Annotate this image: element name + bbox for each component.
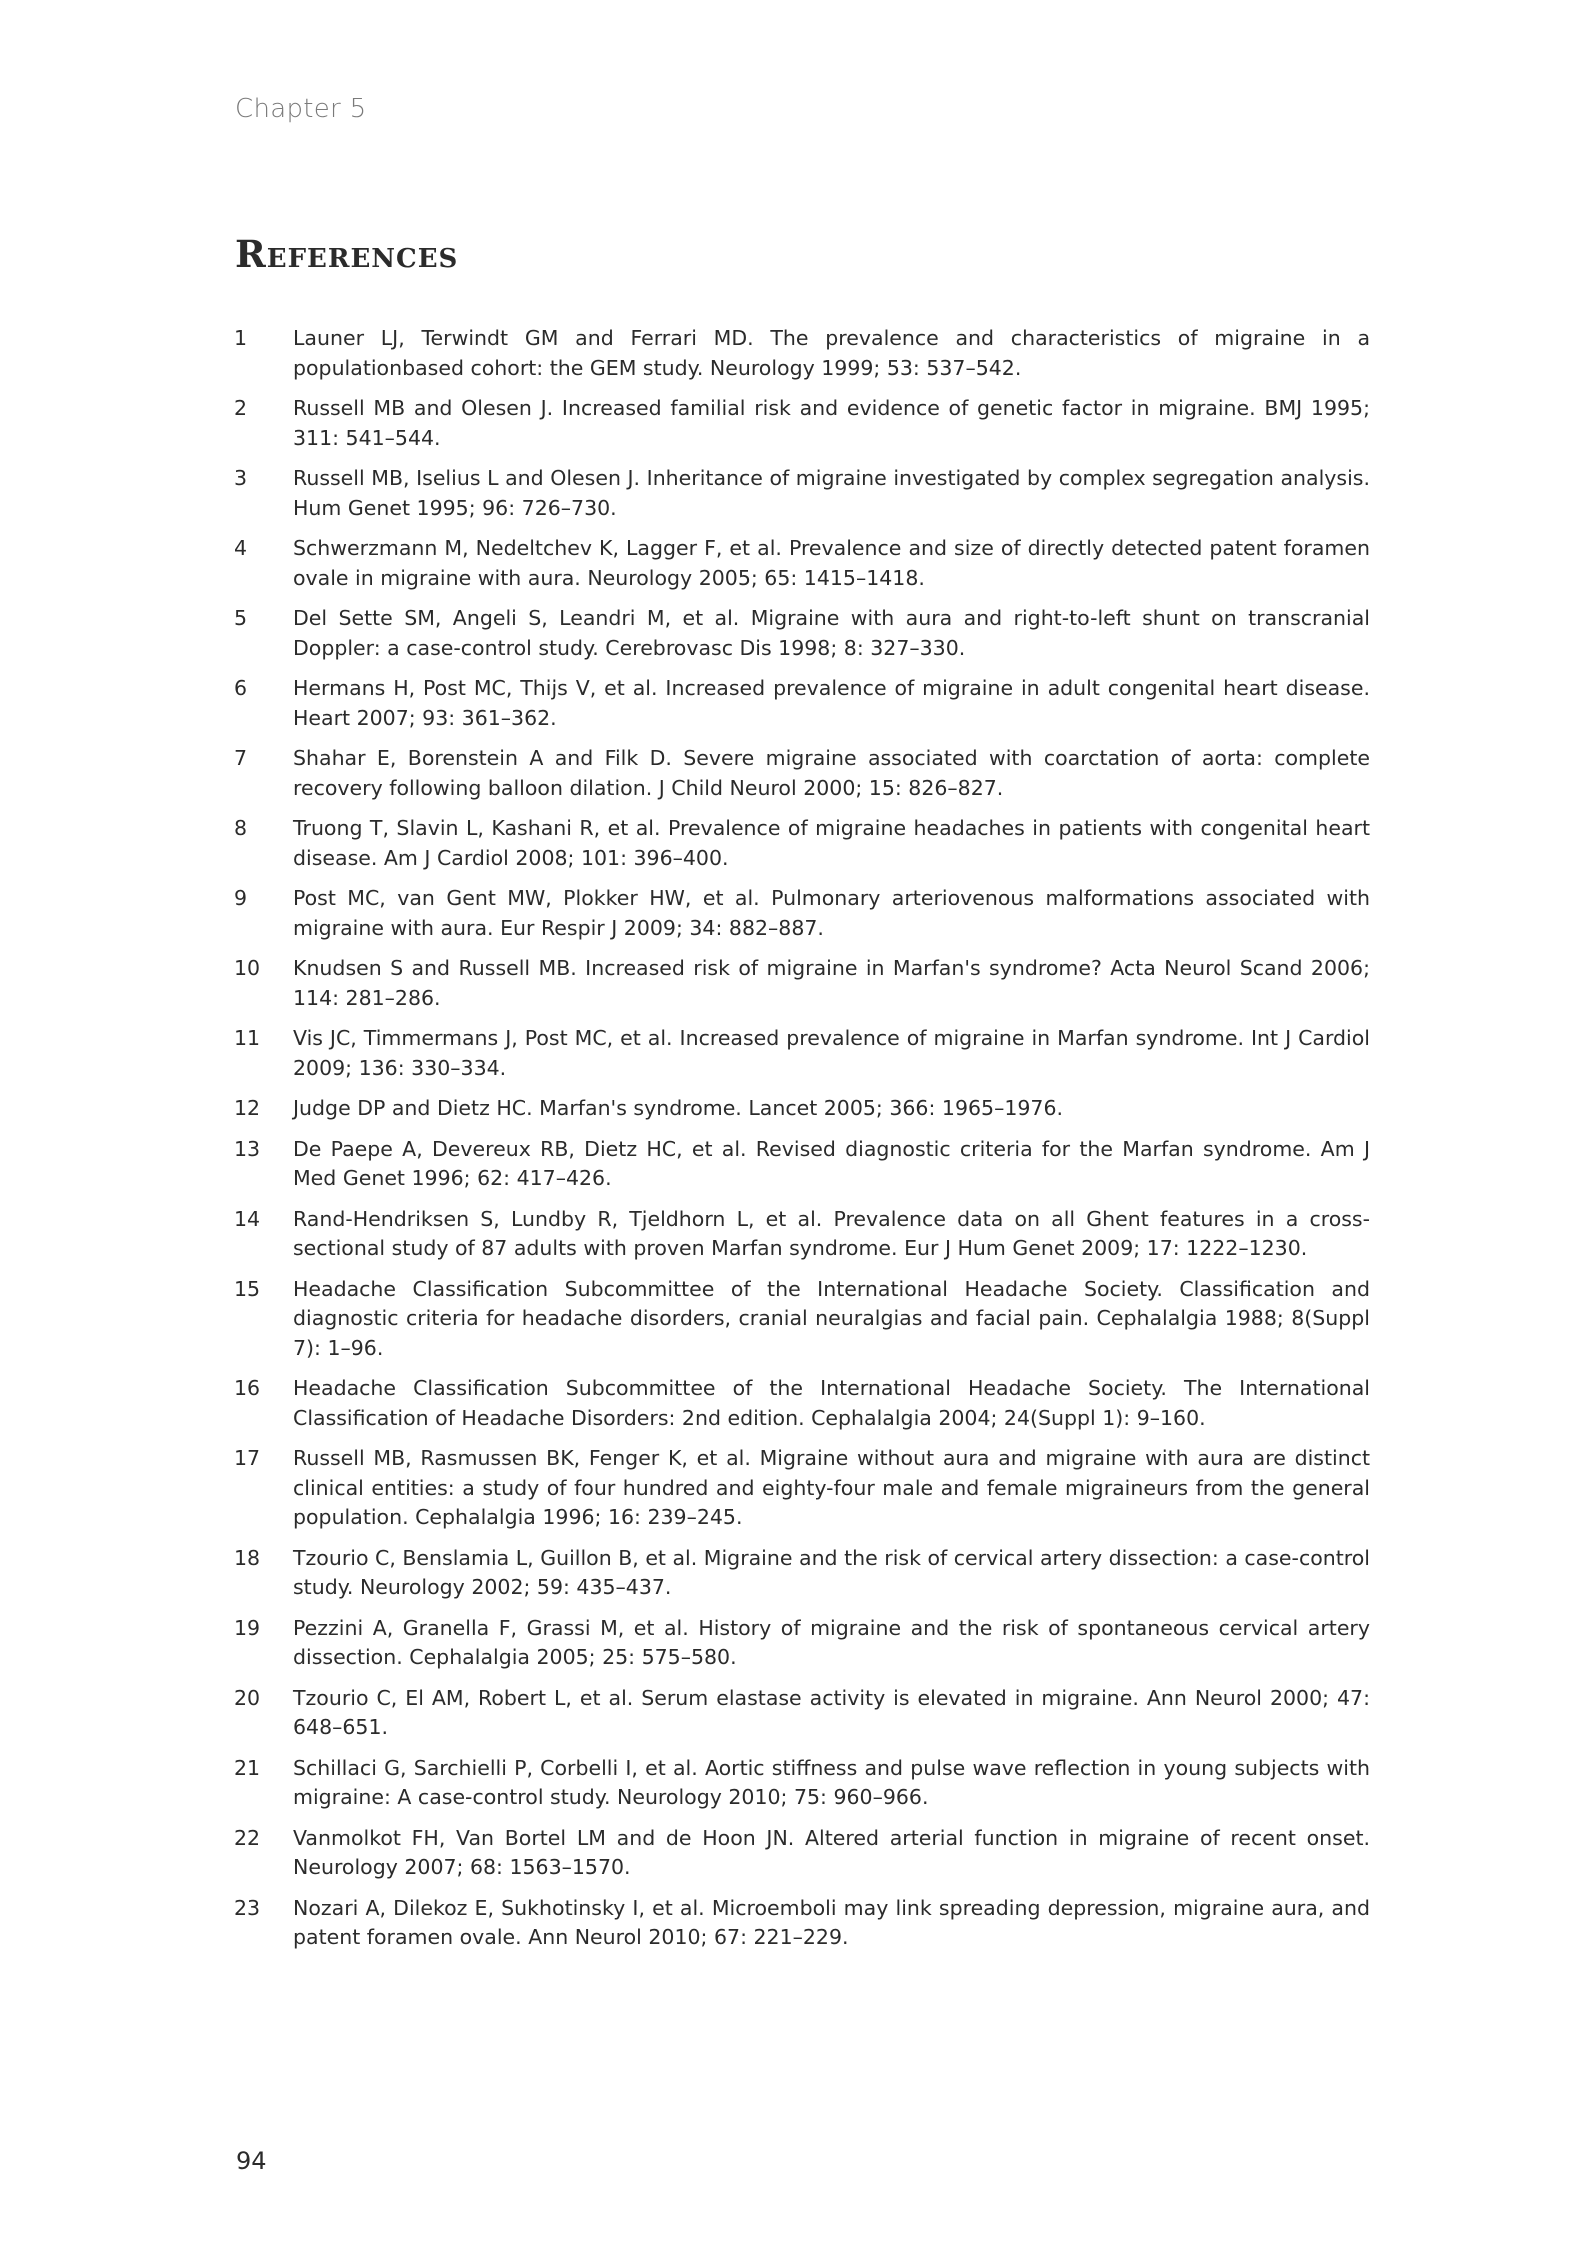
reference-item — [234, 1444, 1370, 1533]
reference-item — [234, 604, 1370, 663]
reference-number: 11 — [234, 1026, 261, 1050]
reference-number: 8 — [234, 816, 248, 840]
reference-item — [234, 1684, 1370, 1743]
reference-text: Russell MB and Olesen J. Increased familial risk and evidence of genetic factor in migraine. BMJ 1995; 311: 541–544. — [293, 396, 1370, 450]
reference-number: 3 — [234, 466, 248, 490]
reference-text: Schillaci G, Sarchielli P, Corbelli I, et al. Aortic stiffness and pulse wave reflection in young subjects with migraine: A case-control study. Neurology 2010; 75: 960–966. — [293, 1755, 1370, 1809]
reference-text: Del Sette SM, Angeli S, Leandri M, et al. Migraine with aura and right-to-left shunt on transcranial Doppler: a case-control study. Cerebrovasc Dis 1998; 8: 327–330. — [293, 606, 1370, 660]
reference-item — [234, 1374, 1370, 1433]
reference-text: Rand-Hendriksen S, Lundby R, Tjeldhorn L, et al. Prevalence data on all Ghent features in a cross-sectional study of 87 adults with proven Marfan syndrome. Eur J Hum Genet 2009; 17: 1222–1230. — [293, 1206, 1370, 1260]
reference-item — [234, 394, 1370, 453]
reference-item — [234, 954, 1370, 1013]
reference-text: Pezzini A, Granella F, Grassi M, et al. History of migraine and the risk of spontaneous cervical artery dissection. Cephalalgia 2005; 25: 575–580. — [293, 1615, 1370, 1669]
reference-number: 21 — [234, 1755, 261, 1780]
reference-number: 13 — [234, 1136, 261, 1161]
reference-text: Tzourio C, El AM, Robert L, et al. Serum elastase activity is elevated in migraine. Ann Neurol 2000; 47: 648–651. — [293, 1685, 1370, 1739]
reference-number: 15 — [234, 1276, 261, 1301]
reference-list — [234, 324, 1370, 1964]
reference-item — [234, 464, 1370, 523]
reference-item — [234, 884, 1370, 943]
reference-text: Truong T, Slavin L, Kashani R, et al. Prevalence of migraine headaches in patients with congenital heart disease. Am J Cardiol 2008; 101: 396–400. — [293, 816, 1370, 870]
reference-text: Headache Classification Subcommittee of the International Headache Society. The International Classification of Headache Disorders: 2nd edition. Cephalalgia 2004; 24(Suppl 1): 9–160. — [293, 1376, 1370, 1430]
reference-text: Launer LJ, Terwindt GM and Ferrari MD. The prevalence and characteristics of migraine in a populationbased cohort: the GEM study. Neurology 1999; 53: 537–542. — [293, 326, 1370, 380]
reference-number: 16 — [234, 1376, 261, 1400]
reference-item — [234, 1754, 1370, 1813]
reference-item — [234, 1824, 1370, 1883]
reference-number: 22 — [234, 1825, 261, 1850]
reference-number: 4 — [234, 536, 248, 560]
reference-text: Vanmolkot FH, Van Bortel LM and de Hoon JN. Altered arterial function in migraine of recent onset. Neurology 2007; 68: 1563–1570. — [293, 1825, 1370, 1879]
reference-item — [234, 1135, 1370, 1194]
reference-item — [234, 1024, 1370, 1083]
reference-item — [234, 674, 1370, 733]
reference-text: Tzourio C, Benslamia L, Guillon B, et al. Migraine and the risk of cervical artery dissection: a case-control study. Neurology 2002; 59: 435–437. — [293, 1545, 1370, 1599]
reference-text: Schwerzmann M, Nedeltchev K, Lagger F, et al. Prevalence and size of directly detected patent foramen ovale in migraine with aura. Neurology 2005; 65: 1415–1418. — [293, 536, 1370, 590]
reference-number: 10 — [234, 956, 261, 980]
reference-item — [234, 1205, 1370, 1264]
reference-text: Knudsen S and Russell MB. Increased risk of migraine in Marfan's syndrome? Acta Neurol Scand 2006; 114: 281–286. — [293, 956, 1370, 1010]
reference-number: 2 — [234, 396, 248, 420]
reference-text: Shahar E, Borenstein A and Filk D. Severe migraine associated with coarctation of aorta: complete recovery following balloon dilation. J Child Neurol 2000; 15: 826–827. — [293, 746, 1370, 800]
reference-text: Russell MB, Rasmussen BK, Fenger K, et al. Migraine without aura and migraine with aura are distinct clinical entities: a study of four hundred and eighty-four male and female migraineurs from the general population. Cephalalgia 1996; 16: 239–245. — [293, 1446, 1370, 1529]
reference-number: 19 — [234, 1615, 261, 1640]
reference-text: Vis JC, Timmermans J, Post MC, et al. Increased prevalence of migraine in Marfan syndrome. Int J Cardiol 2009; 136: 330–334. — [293, 1026, 1370, 1080]
running-head: Chapter 5 — [235, 94, 367, 124]
reference-number: 23 — [234, 1895, 261, 1920]
reference-number: 5 — [234, 606, 248, 630]
reference-number: 18 — [234, 1545, 261, 1570]
reference-number: 17 — [234, 1446, 261, 1470]
reference-number: 1 — [234, 326, 248, 350]
reference-item — [234, 324, 1370, 383]
reference-number: 14 — [234, 1206, 261, 1231]
reference-text: Headache Classification Subcommittee of the International Headache Society. Classification and diagnostic criteria for headache disorders, cranial neuralgias and facial pain. Cephalalgia 1988; 8(Suppl 7): 1–96. — [293, 1276, 1370, 1360]
reference-item — [234, 744, 1370, 803]
reference-item — [234, 1094, 1370, 1124]
reference-text: Judge DP and Dietz HC. Marfan's syndrome. Lancet 2005; 366: 1965–1976. — [293, 1096, 1064, 1120]
reference-item — [234, 1614, 1370, 1673]
reference-item — [234, 1544, 1370, 1603]
reference-item — [234, 814, 1370, 873]
reference-number: 6 — [234, 676, 248, 700]
reference-number: 7 — [234, 746, 248, 770]
reference-number: 9 — [234, 886, 248, 910]
section-title: References — [235, 232, 459, 276]
reference-item — [234, 1275, 1370, 1364]
reference-number: 12 — [234, 1096, 261, 1120]
reference-text: Nozari A, Dilekoz E, Sukhotinsky I, et al. Microemboli may link spreading depression, migraine aura, and patent foramen ovale. Ann Neurol 2010; 67: 221–229. — [293, 1895, 1370, 1949]
reference-text: Russell MB, Iselius L and Olesen J. Inheritance of migraine investigated by complex segregation analysis. Hum Genet 1995; 96: 726–730. — [293, 466, 1370, 520]
reference-number: 20 — [234, 1685, 261, 1710]
reference-item — [234, 534, 1370, 593]
reference-text: De Paepe A, Devereux RB, Dietz HC, et al. Revised diagnostic criteria for the Marfan syndrome. Am J Med Genet 1996; 62: 417–426. — [293, 1136, 1370, 1190]
reference-item — [234, 1894, 1370, 1953]
reference-text: Hermans H, Post MC, Thijs V, et al. Increased prevalence of migraine in adult congenital heart disease. Heart 2007; 93: 361–362. — [293, 676, 1370, 730]
page-number: 94 — [236, 2147, 267, 2175]
reference-text: Post MC, van Gent MW, Plokker HW, et al. Pulmonary arteriovenous malformations associated with migraine with aura. Eur Respir J 2009; 34: 882–887. — [293, 886, 1370, 940]
